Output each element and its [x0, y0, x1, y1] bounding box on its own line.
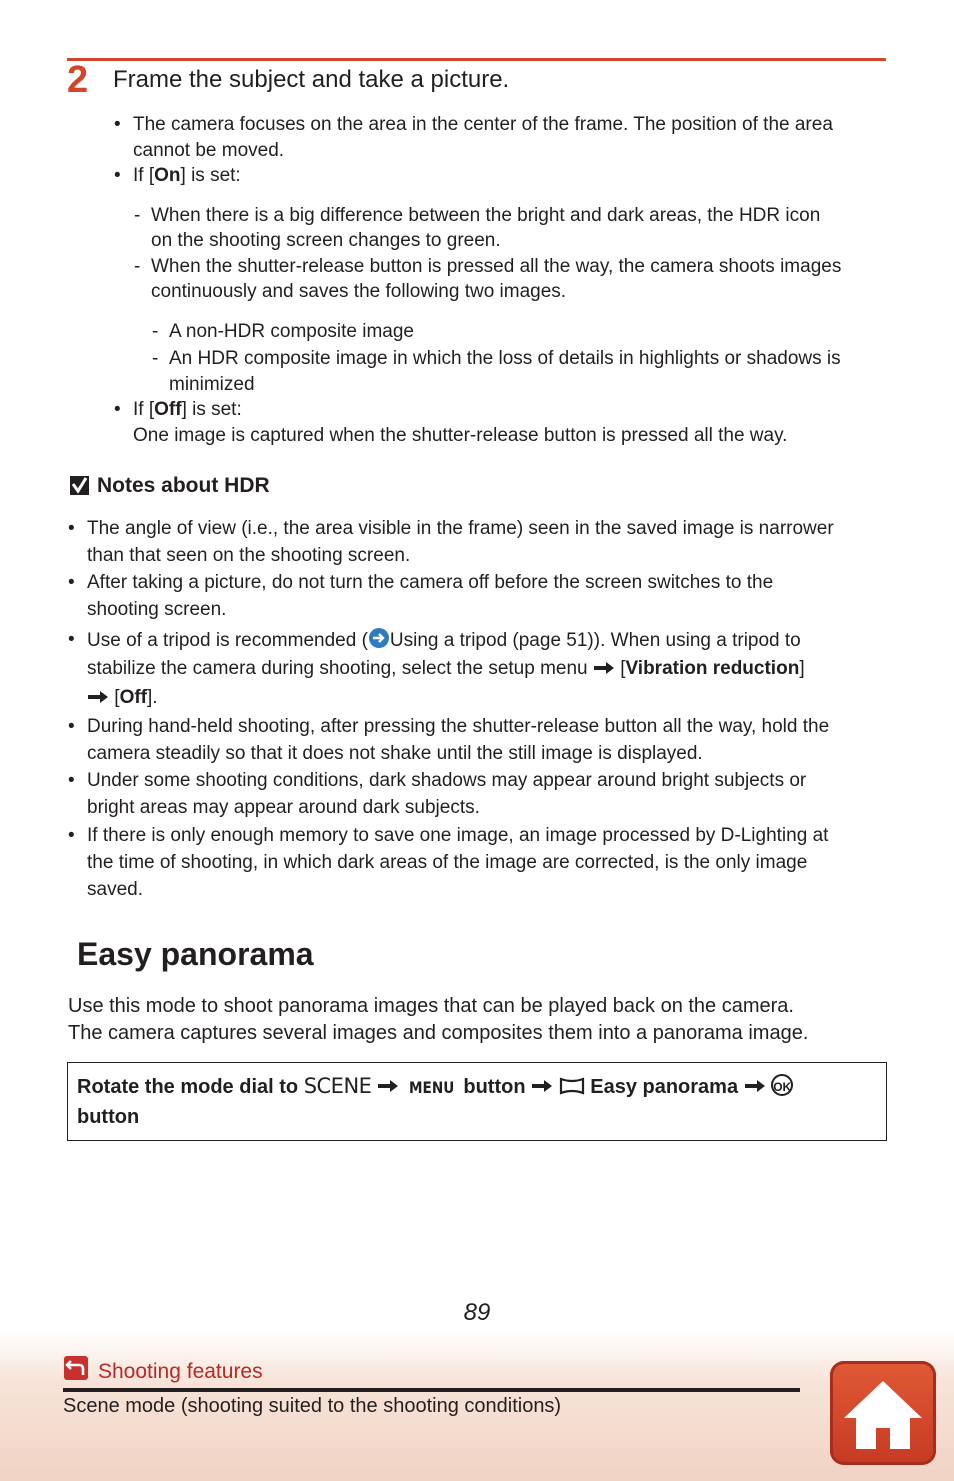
note-4-line-1: During hand-held shooting, after pressing the shutter-release button all the way, hold the — [87, 716, 830, 737]
step-number: 2 — [67, 59, 89, 101]
bullet-mark: • — [114, 399, 121, 420]
dash-mark: - — [134, 205, 141, 226]
tripod-page-link[interactable]: Using a tripod (page 51) — [389, 630, 594, 651]
dash-mark: - — [134, 256, 141, 277]
bullet-2-post: ] is set: — [180, 165, 241, 186]
bullet-3-pre: If [ — [133, 399, 155, 420]
section-intro-line-1: Use this mode to shoot panorama images that can be played back on the camera. — [68, 995, 794, 1017]
note-6-line-3: saved. — [87, 879, 143, 900]
procedure-text — [77, 1072, 877, 1131]
note-3-pre: Use of a tripod is recommended ( — [87, 630, 368, 651]
subdash-mark: - — [152, 321, 159, 342]
procedure-part-3: Easy panorama — [590, 1076, 739, 1098]
bullet-mark: • — [68, 825, 75, 846]
bullet-3-line-2: One image is captured when the shutter-release button is pressed all the way. — [133, 425, 788, 446]
ok-button-icon: OK — [771, 1074, 793, 1096]
page-number: 89 — [463, 1299, 491, 1326]
note-3-line-2-text: stabilize the camera during shooting, select the setup menu — [87, 658, 588, 679]
bullet-mark: • — [68, 518, 75, 539]
dash-1-line-1: When there is a big difference between the bright and dark areas, the HDR icon — [151, 205, 821, 226]
back-icon[interactable] — [64, 1356, 88, 1380]
home-button[interactable] — [830, 1361, 936, 1465]
step-title: Frame the subject and take a picture. — [113, 66, 510, 93]
procedure-part-1: Rotate the mode dial to — [77, 1076, 299, 1098]
note-3-post: ). When using a tripod to — [593, 630, 801, 651]
vibration-reduction-label: Vibration reduction — [625, 658, 800, 679]
setting-off: Off — [119, 687, 147, 708]
bullet-mark: • — [68, 572, 75, 593]
easy-panorama-icon — [559, 1075, 585, 1103]
bullet-mark: • — [114, 114, 121, 135]
setting-on: On — [154, 165, 181, 186]
right-arrow-icon — [593, 658, 615, 679]
bracket: ] — [799, 658, 805, 679]
note-3-line-1 — [87, 627, 801, 657]
bullet-2-pre: If [ — [133, 165, 155, 186]
right-arrow-icon — [87, 687, 109, 708]
bullet-3-post: ] is set: — [181, 399, 242, 420]
bracket: [ — [114, 687, 120, 708]
bullet-mark: • — [68, 716, 75, 737]
note-6-line-1: If there is only enough memory to save one image, an image processed by D-Lighting at — [87, 825, 829, 846]
bullet-1-line-1: The camera focuses on the area in the center of the frame. The position of the area — [133, 114, 833, 135]
bracket: [ — [620, 658, 626, 679]
note-3-line-3 — [87, 685, 158, 711]
section-intro-line-2: The camera captures several images and composites them into a panorama image. — [68, 1022, 809, 1044]
home-icon — [830, 1361, 936, 1465]
right-arrow-icon — [377, 1076, 399, 1098]
dash-2-line-2: continuously and saves the following two images. — [151, 281, 567, 302]
scene-mode-icon: SCENE — [303, 1074, 372, 1098]
note-5-line-2: bright areas may appear around dark subjects. — [87, 797, 480, 818]
bullet-3 — [133, 397, 242, 423]
subdash-mark: - — [152, 348, 159, 369]
note-5-line-1: Under some shooting conditions, dark shadows may appear around bright subjects or — [87, 770, 807, 791]
note-1-line-1: The angle of view (i.e., the area visible in the frame) seen in the saved image is narrower — [87, 518, 834, 539]
note-4-line-2: camera steadily so that it does not shake until the still image is displayed. — [87, 743, 703, 764]
circle-arrow-icon — [368, 627, 390, 657]
note-2-line-1: After taking a picture, do not turn the camera off before the screen switches to the — [87, 572, 774, 593]
subdash-2-line-2: minimized — [169, 374, 255, 395]
check-note-icon — [70, 476, 89, 495]
note-1-line-2: than that seen on the shooting screen. — [87, 545, 411, 566]
bullet-2 — [133, 163, 241, 189]
section-title: Easy panorama — [77, 936, 314, 972]
bullet-mark: • — [68, 629, 75, 650]
bullet-1-line-2: cannot be moved. — [133, 140, 285, 161]
bullet-mark: • — [68, 770, 75, 791]
bracket: ]. — [147, 687, 158, 708]
footer-subtitle: Scene mode (shooting suited to the shooting conditions) — [63, 1395, 562, 1417]
notes-title: Notes about HDR — [97, 474, 270, 497]
step-rule — [67, 58, 886, 61]
procedure-part-4: button — [77, 1106, 140, 1128]
right-arrow-icon — [531, 1076, 553, 1098]
bullet-mark: • — [114, 165, 121, 186]
dash-1-line-2: on the shooting screen changes to green. — [151, 230, 501, 251]
menu-button-icon: MENU — [408, 1078, 454, 1097]
note-6-line-2: the time of shooting, in which dark areas of the image are corrected, is the only image — [87, 852, 808, 873]
dash-2-line-1: When the shutter-release button is pressed all the way, the camera shoots images — [151, 256, 842, 277]
procedure-part-2: button — [463, 1076, 526, 1098]
subdash-1: A non-HDR composite image — [169, 321, 414, 342]
section-link[interactable]: Shooting features — [98, 1360, 263, 1383]
note-2-line-2: shooting screen. — [87, 599, 227, 620]
note-3-line-2 — [87, 656, 805, 682]
subdash-2-line-1: An HDR composite image in which the loss of details in highlights or shadows is — [169, 348, 841, 369]
right-arrow-icon — [744, 1076, 766, 1098]
setting-off: Off — [154, 399, 182, 420]
